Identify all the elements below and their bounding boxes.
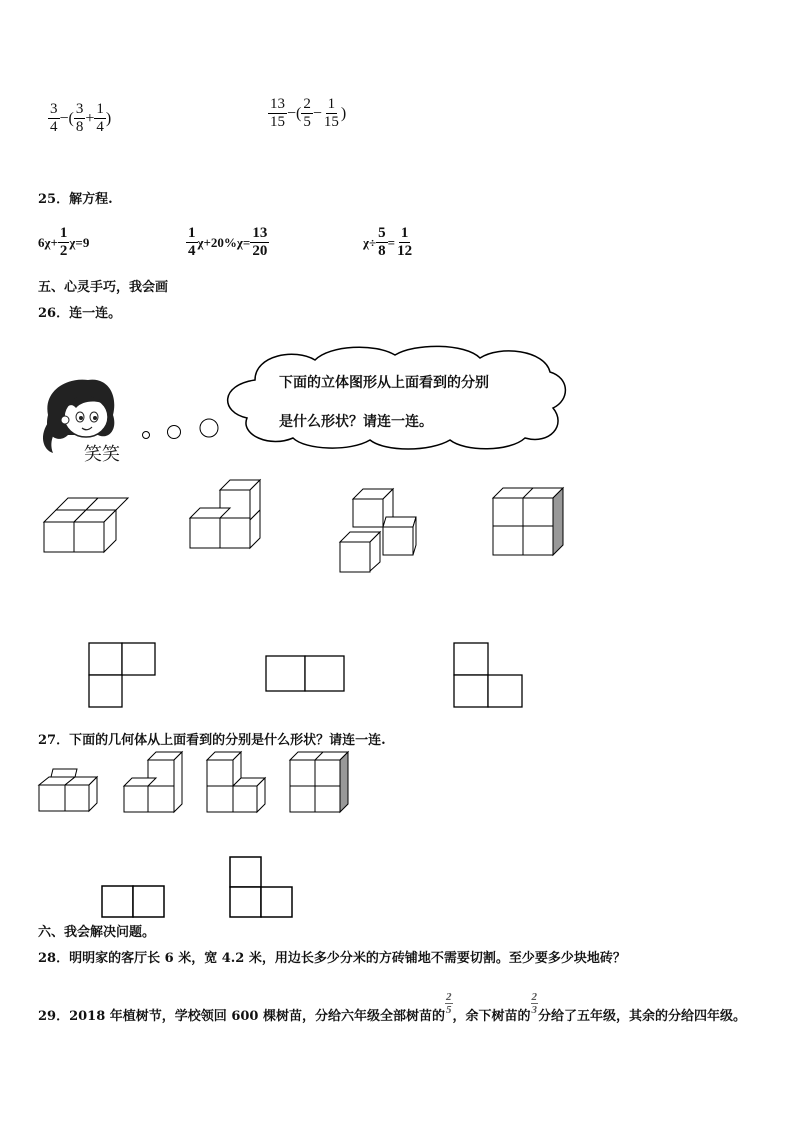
solid-figure-1 — [40, 495, 130, 555]
top-view-27-1 — [101, 885, 167, 919]
equation-1: 6χ+ $\frac{1}{2}$ χ=9 — [38, 225, 90, 259]
question-29: 29．2018 年植树节，学校领回 600 棵树苗，分给六年级全部树苗的 $\frac{2}{5}$ ，余下树苗的 $\frac{2}{3}$ 分给了五年级，其余的分给四年级。 — [38, 991, 747, 1024]
operator: − — [312, 104, 322, 122]
operator: ) — [105, 109, 112, 127]
fraction: $\frac{2}{5}$ — [446, 991, 452, 1016]
solid-figure-27-4 — [288, 750, 352, 814]
thought-bubbles — [138, 418, 223, 448]
fraction: $\frac{1}{2}$ — [59, 225, 68, 259]
operator: + — [85, 109, 95, 127]
fraction: $\frac{1}{4}$ — [188, 225, 196, 259]
top-view-3 — [453, 642, 525, 708]
top-view-1 — [88, 642, 158, 708]
section-5-heading: 五、心灵手巧，我会画 — [38, 280, 169, 295]
solid-figure-3 — [338, 487, 423, 577]
solid-figure-2 — [188, 478, 268, 553]
top-view-2 — [265, 655, 347, 693]
solid-figure-27-2 — [122, 750, 186, 814]
expression-2 — [268, 96, 346, 131]
solid-figure-4 — [490, 488, 570, 558]
fraction: $\frac{3}{8}$ — [75, 101, 84, 135]
solid-figure-27-3 — [205, 750, 269, 814]
operator: −( — [287, 104, 302, 122]
operator: −( — [59, 109, 74, 127]
fraction: $\frac{1}{4}$ — [96, 101, 104, 135]
fraction: $\frac{1}{15}$ — [323, 96, 339, 130]
fraction: $\frac{2}{5}$ — [303, 96, 311, 130]
equation-2: $\frac{1}{4}$ χ+20%χ= $\frac{13}{20}$ — [188, 225, 268, 259]
thought-cloud — [215, 340, 575, 455]
cloud-text-line-1: 下面的立体图形从上面看到的分别 — [279, 375, 489, 391]
question-25-label: 25．解方程. — [38, 192, 113, 207]
fraction: $\frac{3}{4}$ — [50, 101, 58, 135]
question-28: 28．明明家的客厅长 6 米，宽 4.2 米，用边长多少分米的方砖铺地不需要切割。至少要多少块地砖？ — [38, 951, 626, 966]
fraction: $\frac{13}{20}$ — [252, 225, 268, 259]
section-6-heading: 六、我会解决问题。 — [38, 925, 156, 940]
solid-figure-27-1 — [37, 768, 101, 814]
top-view-27-2 — [229, 856, 295, 920]
fraction: $\frac{2}{3}$ — [531, 991, 538, 1016]
fraction: $\frac{5}{8}$ — [378, 225, 386, 259]
equation-3: χ÷ $\frac{5}{8}$ = $\frac{1}{12}$ — [363, 225, 413, 259]
question-26-label: 26．连一连。 — [38, 306, 122, 321]
expression-1 — [48, 101, 111, 136]
fraction: $\frac{1}{12}$ — [397, 225, 413, 259]
character-name: 笑笑 — [84, 444, 120, 465]
operator: ) — [340, 104, 347, 122]
fraction: $\frac{13}{15}$ — [270, 96, 285, 130]
cloud-text-line-2: 是什么形状？请连一连。 — [279, 414, 433, 430]
question-27-label: 27．下面的几何体从上面看到的分别是什么形状？请连一连. — [38, 733, 386, 748]
